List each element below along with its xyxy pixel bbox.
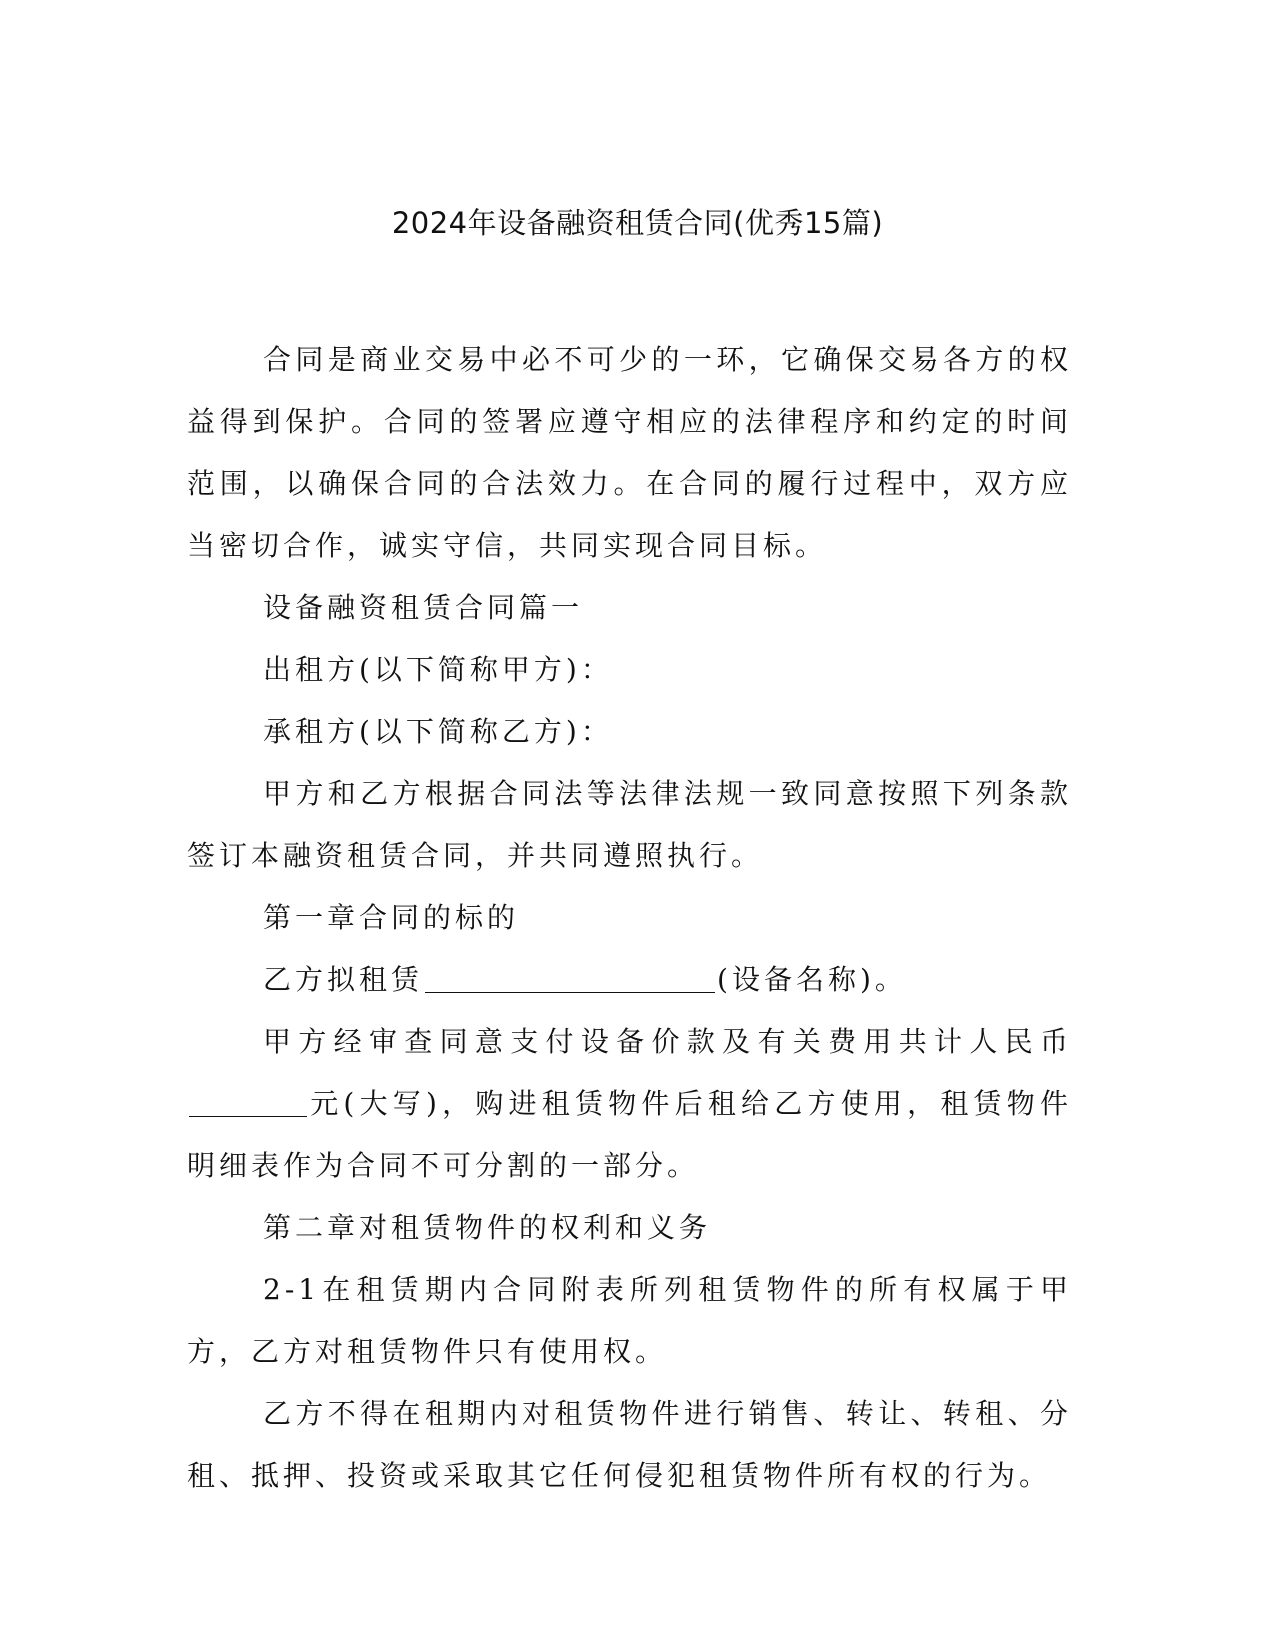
document-title: 2024年设备融资租赁合同(优秀15篇) bbox=[391, 206, 884, 240]
chapter-1-heading: 第一章合同的标的 bbox=[263, 901, 520, 934]
restriction-paragraph: 乙方不得在租期内对租赁物件进行销售、转让、转租、分租、抵押、投资或采取其它任何侵犯租赁物件所有权的行为。 bbox=[187, 1397, 1072, 1492]
agreement-paragraph: 甲方和乙方根据合同法等法律法规一致同意按照下列条款签订本融资租赁合同，并共同遵照执行。 bbox=[187, 777, 1072, 872]
equipment-line-after: (设备名称)。 bbox=[717, 963, 907, 996]
payment-para-after: 元(大写)，购进租赁物件后租给乙方使用，租赁物件明细表作为合同不可分割的一部分。 bbox=[187, 1087, 1072, 1182]
amount-blank bbox=[189, 1086, 307, 1117]
intro-paragraph: 合同是商业交易中必不可少的一环，它确保交易各方的权益得到保护。合同的签署应遵守相应的法律程序和约定的时间范围，以确保合同的合法效力。在合同的履行过程中，双方应当密切合作，诚实守信，共同实现合同目标。 bbox=[187, 343, 1072, 562]
equipment-line bbox=[187, 949, 1072, 1011]
payment-paragraph bbox=[187, 1011, 1072, 1197]
chapter-2-heading: 第二章对租赁物件的权利和义务 bbox=[263, 1211, 712, 1244]
clause-2-1: 2-1在租赁期内合同附表所列租赁物件的所有权属于甲方，乙方对租赁物件只有使用权。 bbox=[187, 1273, 1072, 1368]
document-body bbox=[187, 329, 1072, 1507]
equipment-line-before: 乙方拟租赁 bbox=[263, 963, 424, 996]
lessor-line: 出租方(以下简称甲方)： bbox=[263, 653, 613, 686]
equipment-name-blank bbox=[425, 962, 715, 993]
lessee-line: 承租方(以下简称乙方)： bbox=[263, 715, 613, 748]
section-heading: 设备融资租赁合同篇一 bbox=[263, 591, 584, 624]
payment-para-before: 甲方经审查同意支付设备价款及有关费用共计人民币 bbox=[263, 1025, 1072, 1058]
